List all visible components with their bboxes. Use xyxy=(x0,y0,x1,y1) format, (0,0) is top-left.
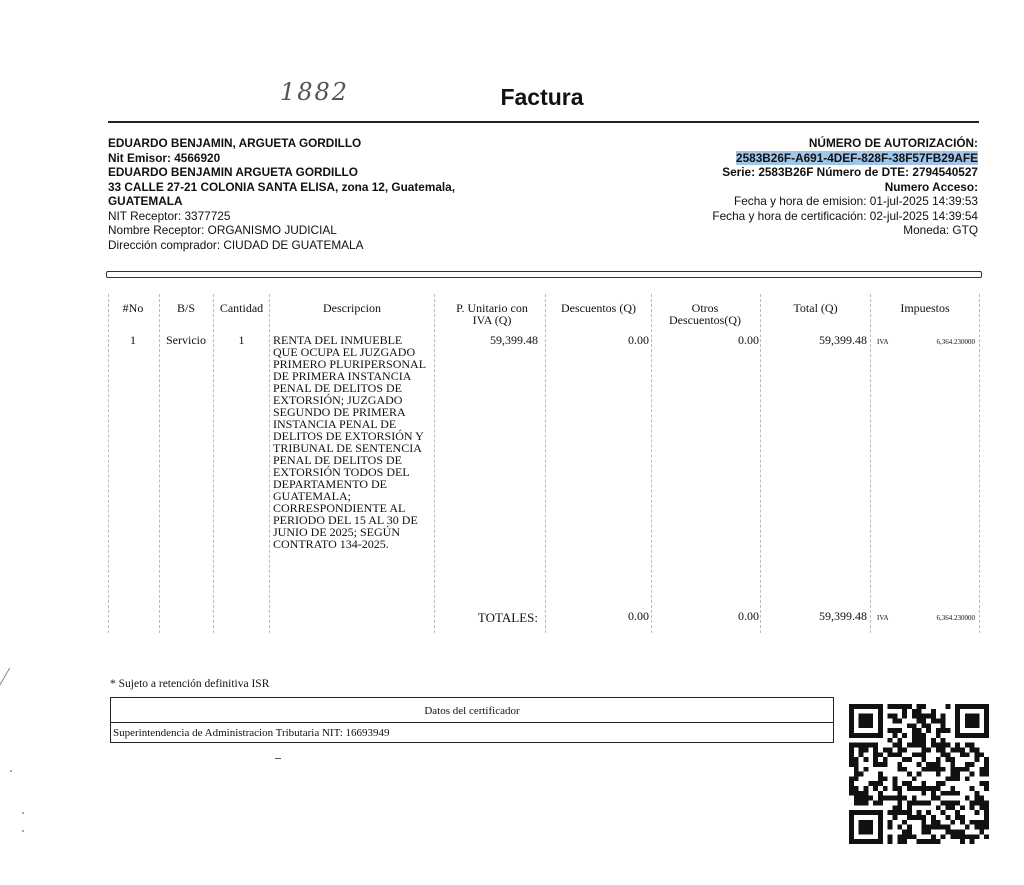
row-qty: 1 xyxy=(238,333,245,347)
issuer-address: 33 CALLE 27-21 COLONIA SANTA ELISA, zona 12, Guatemala, GUATEMALA xyxy=(108,179,455,208)
totals-tax-value: 6,364.230000 xyxy=(936,614,975,622)
row-tax-value: 6,364.230000 xyxy=(936,338,975,346)
receiver-nit: NIT Receptor: 3377725 xyxy=(108,208,231,223)
header-bs: B/S xyxy=(176,301,195,315)
margin-dot xyxy=(22,830,24,832)
row-total: 59,399.48 xyxy=(819,333,867,347)
row-bs: Servicio xyxy=(166,333,206,347)
currency: Moneda: GTQ xyxy=(903,223,978,237)
authorization-code: 2583B26F-A691-4DEF-828F-38F57FB29AFE xyxy=(736,150,978,165)
totals-tax-name: IVA xyxy=(877,614,889,622)
margin-mark xyxy=(0,668,24,686)
issuer-name: EDUARDO BENJAMIN, ARGUETA GORDILLO xyxy=(108,136,362,150)
issuer-trade-name: EDUARDO BENJAMIN ARGUETA GORDILLO xyxy=(108,165,358,179)
header-other: Otros Descuentos(Q) xyxy=(669,301,741,327)
row-no: 1 xyxy=(130,333,136,347)
totals-label: TOTALES: xyxy=(477,610,538,625)
title-divider xyxy=(108,121,979,123)
row-other-discount: 0.00 xyxy=(738,333,759,347)
authorization-block xyxy=(640,136,978,238)
page-title: Factura xyxy=(500,84,584,110)
totals-total: 59,399.48 xyxy=(819,609,867,623)
header-qty: Cantidad xyxy=(219,301,264,315)
certifier-body: Superintendencia de Administracion Tributaria NIT: 16693949 xyxy=(113,727,390,739)
isr-note: * Sujeto a retención definitiva ISR xyxy=(110,678,270,690)
stray-mark xyxy=(275,758,281,759)
qr-code-icon xyxy=(849,704,989,844)
handwritten-number: 1882 xyxy=(280,78,350,106)
row-unit-price: 59,399.48 xyxy=(490,333,538,347)
header-no: #No xyxy=(122,301,144,315)
header-disc: Descuentos (Q) xyxy=(561,301,636,315)
receiver-address: Dirección comprador: CIUDAD DE GUATEMALA xyxy=(108,237,364,252)
certifier-box xyxy=(110,697,834,743)
items-table xyxy=(108,294,980,633)
header-unit: P. Unitario con IVA (Q) xyxy=(456,301,528,327)
row-discount: 0.00 xyxy=(628,333,649,347)
totals-discount: 0.00 xyxy=(628,609,649,623)
receiver-name: Nombre Receptor: ORGANISMO JUDICIAL xyxy=(108,223,337,237)
margin-dot xyxy=(10,770,12,772)
section-divider xyxy=(106,271,982,278)
margin-dot xyxy=(22,812,24,814)
emission-date: Fecha y hora de emision: 01-jul-2025 14:39:53 xyxy=(734,194,978,208)
certification-date: Fecha y hora de certificación: 02-jul-2025 14:39:54 xyxy=(712,208,978,223)
certifier-divider xyxy=(111,722,833,723)
dte-serie: Serie: 2583B26F Número de DTE: 2794540527 xyxy=(722,165,978,179)
access-number: Numero Acceso: xyxy=(884,179,978,194)
certifier-title: Datos del certificador xyxy=(424,705,520,717)
row-tax-name: IVA xyxy=(877,338,889,346)
header-total: Total (Q) xyxy=(793,301,838,315)
header-desc: Descripcion xyxy=(323,301,381,315)
authorization-label: NÚMERO DE AUTORIZACIÓN: xyxy=(808,136,978,150)
issuer-nit: Nit Emisor: 4566920 xyxy=(108,150,221,165)
issuer-block xyxy=(108,136,518,252)
header-tax: Impuestos xyxy=(900,301,950,315)
row-description: RENTA DEL INMUEBLE QUE OCUPA EL JUZGADO PRIMERO PLURIPERSONAL DE PRIMERA INSTANCIA PENAL DE DELITOS DE EXTORSIÓN; JUZGADO SEGUNDO DE PRIMERA INSTANCIA PENAL DE DELITOS DE EXTORSIÓN Y TRIBUNAL DE SENTENCIA PENAL DE DELITOS DE EXTORSIÓN TODOS DEL DEPARTAMENTO DE GUATEMALA; CORRESPONDIENTE AL PERIODO DEL 15 AL 30 DE JUNIO DE 2025; SEGÚN CONTRATO 134-2025. xyxy=(273,333,426,551)
totals-other-discount: 0.00 xyxy=(738,609,759,623)
